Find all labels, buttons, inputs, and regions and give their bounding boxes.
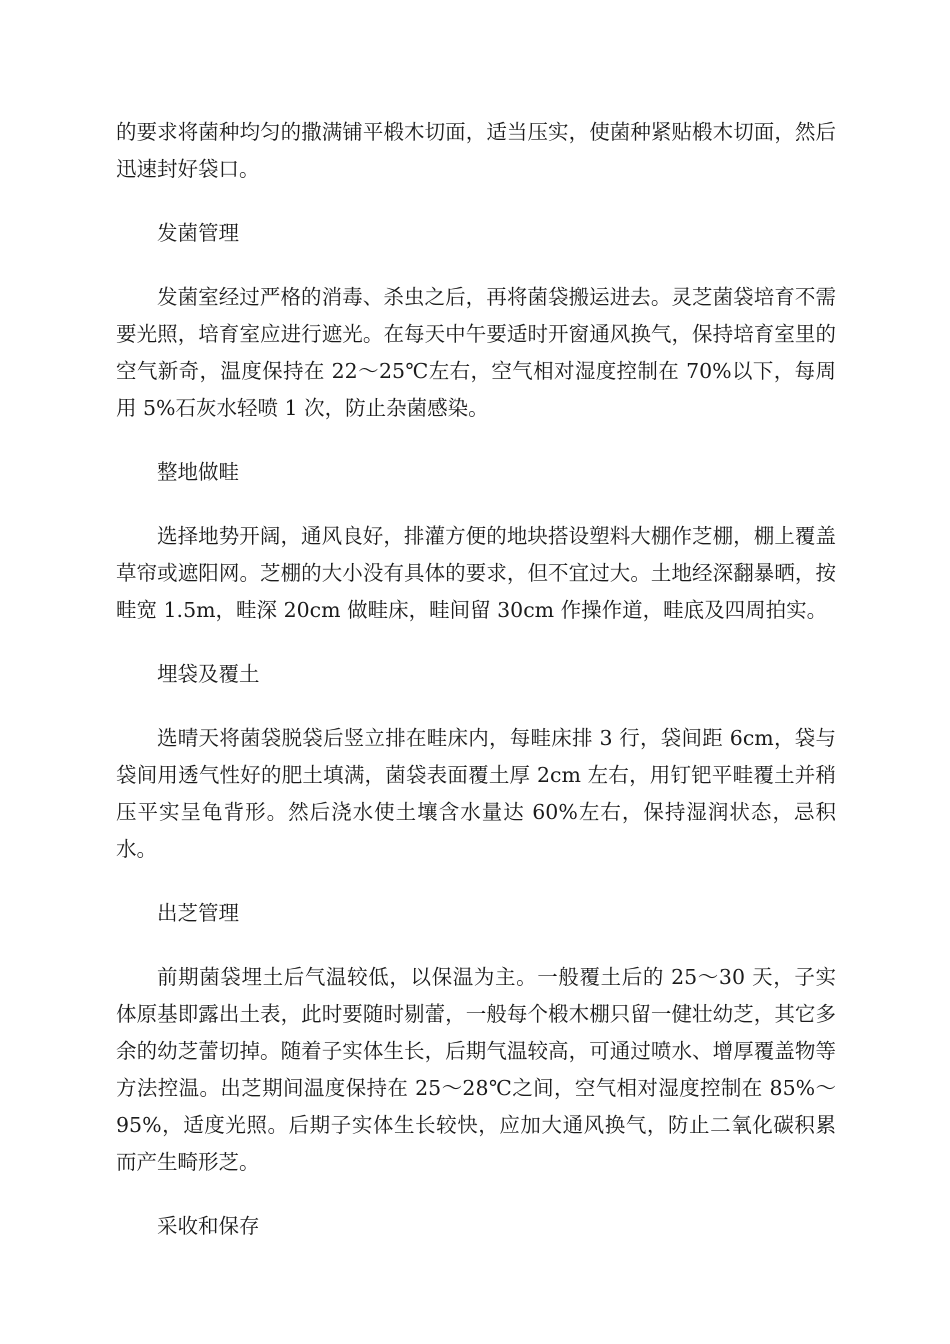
- section-heading-maidai: 埋袋及覆土: [157, 662, 260, 686]
- section-heading-fajun: 发菌管理: [157, 221, 239, 245]
- paragraph-continued: 的要求将菌种均匀的撒满铺平椴木切面，适当压实，使菌种紧贴椴木切面，然后迅速封好袋口。: [116, 120, 836, 181]
- section-heading-caishou: 采收和保存: [157, 1214, 260, 1238]
- paragraph-fajun: 发菌室经过严格的消毒、杀虫之后，再将菌袋搬运进去。灵芝菌袋培育不需要光照，培育室应进行遮光。在每天中午要适时开窗通风换气，保持培育室里的空气新奇，温度保持在 22～25℃左右，空气相对湿度控制在 70%以下，每周用 5%石灰水轻喷 1 次，防止杂菌感染。: [116, 285, 836, 420]
- paragraph-maidai: 选晴天将菌袋脱袋后竖立排在畦床内，每畦床排 3 行，袋间距 6cm，袋与袋间用透气性好的肥土填满，菌袋表面覆土厚 2cm 左右，用钉钯平畦覆土并稍压平实呈龟背形。然后浇水使土壤含水量达 60%左右，保持湿润状态，忌积水。: [116, 726, 836, 861]
- section-heading-chuzhi: 出芝管理: [157, 901, 239, 925]
- section-heading-zhengdi: 整地做畦: [157, 460, 239, 484]
- paragraph-zhengdi: 选择地势开阔，通风良好，排灌方便的地块搭设塑料大棚作芝棚，棚上覆盖草帘或遮阳网。芝棚的大小没有具体的要求，但不宜过大。土地经深翻暴晒，按畦宽 1.5m，畦深 20cm 做畦床，畦间留 30cm 作操作道，畦底及四周拍实。: [116, 524, 836, 622]
- paragraph-chuzhi: 前期菌袋埋土后气温较低，以保温为主。一般覆土后的 25～30 天，子实体原基即露出土表，此时要随时剔蕾，一般每个椴木棚只留一健壮幼芝，其它多余的幼芝蕾切掉。随着子实体生长，后期气温较高，可通过喷水、增厚覆盖物等方法控温。出芝期间温度保持在 25～28℃之间，空气相对湿度控制在 85%～95%，适度光照。后期子实体生长较快，应加大通风换气，防止二氧化碳积累而产生畸形芝。: [116, 965, 836, 1174]
- document-body: [116, 114, 836, 1272]
